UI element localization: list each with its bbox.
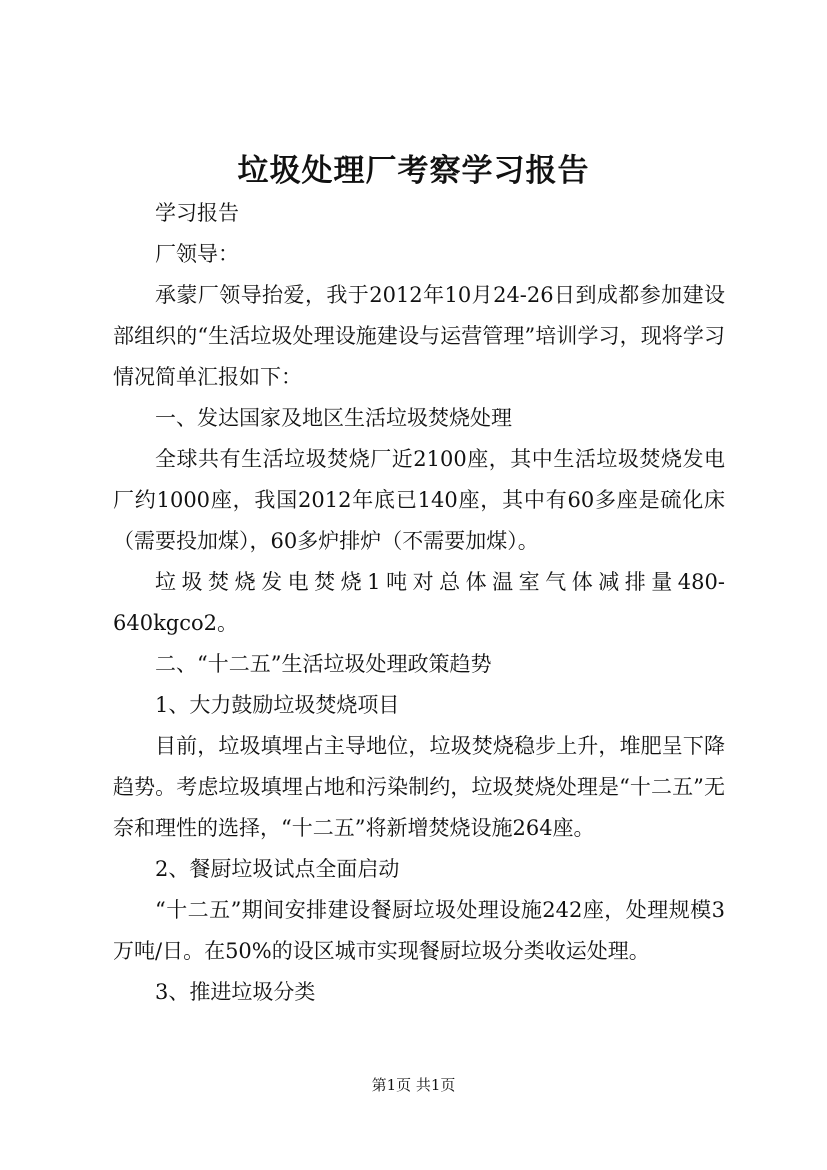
section-heading-2: 二、“十二五”生活垃圾处理政策趋势 xyxy=(155,652,492,676)
paragraph-kitchen-waste: “十二五”期间安排建设餐厨垃圾处理设施242座，处理规模3万吨/日。在50%的设区城市实现餐厨垃圾分类收运处理。 xyxy=(113,898,725,963)
subsection-heading-2: 2、餐厨垃圾试点全面启动 xyxy=(155,857,400,881)
page-footer: 第1页 共1页 xyxy=(371,1076,456,1094)
section-heading-1: 一、发达国家及地区生活垃圾焚烧处理 xyxy=(155,406,512,430)
paragraph-emission-reduction: 垃圾焚烧发电焚烧1吨对总体温室气体减排量480-640kgco2。 xyxy=(113,570,725,635)
paragraph-current-status: 目前，垃圾填埋占主导地位，垃圾焚烧稳步上升，堆肥呈下降趋势。考虑垃圾填埋占地和污染制约，垃圾焚烧处理是“十二五”无奈和理性的选择，“十二五”将新增焚烧设施264座。 xyxy=(113,734,725,840)
paragraph-salutation: 厂领导： xyxy=(155,242,239,266)
document-title: 垃圾处理厂考察学习报告 xyxy=(237,153,590,189)
subsection-heading-3: 3、推进垃圾分类 xyxy=(155,980,316,1004)
subsection-heading-1: 1、大力鼓励垃圾焚烧项目 xyxy=(155,693,400,717)
document-body xyxy=(113,193,725,1013)
paragraph-heading-report: 学习报告 xyxy=(155,201,239,225)
paragraph-incineration-stats: 全球共有生活垃圾焚烧厂近2100座，其中生活垃圾焚烧发电厂约1000座，我国2012年底已140座，其中有60多座是硫化床（需要投加煤），60多炉排炉（不需要加煤）。 xyxy=(113,447,725,553)
paragraph-intro: 承蒙厂领导抬爱，我于2012年10月24-26日到成都参加建设部组织的“生活垃圾处理设施建设与运营管理”培训学习，现将学习情况简单汇报如下： xyxy=(113,283,725,389)
